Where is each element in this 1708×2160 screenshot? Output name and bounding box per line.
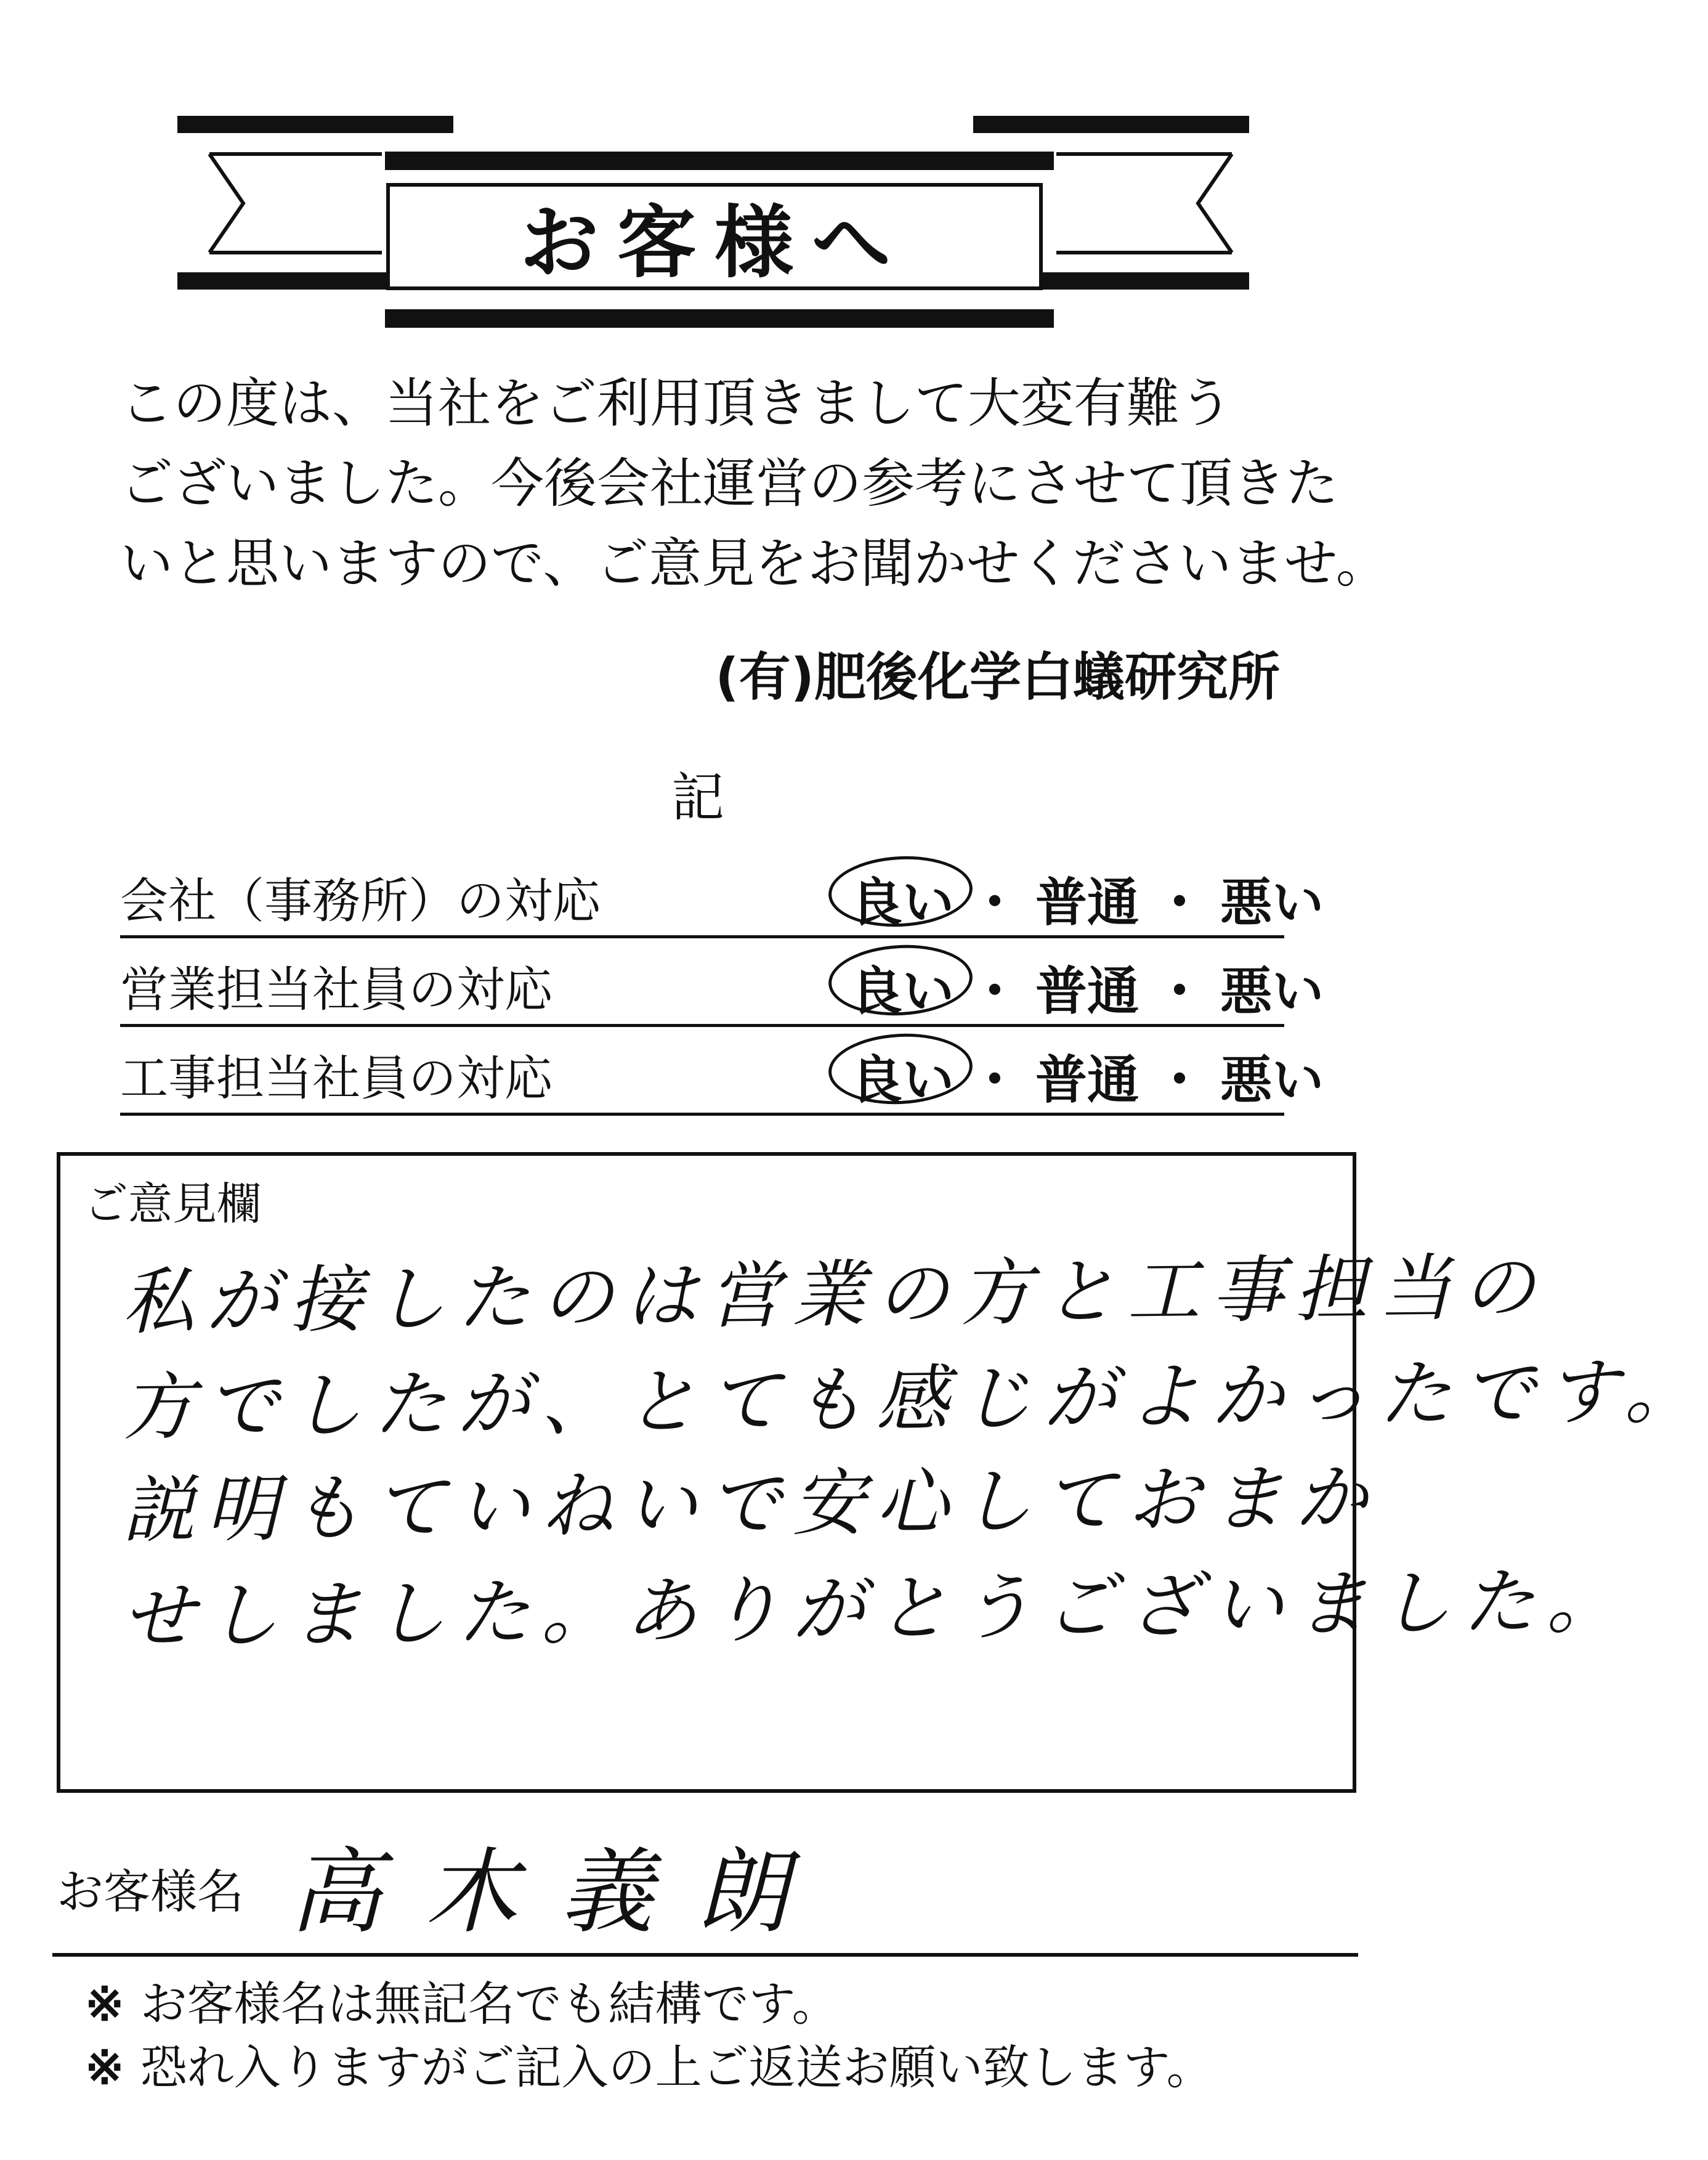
intro-line-2: ございました。今後会社運営の参考にさせて頂きた xyxy=(120,453,1338,514)
rating-row xyxy=(120,1026,1324,1116)
company-name: (有)肥後化学白蟻研究所 xyxy=(715,647,1280,707)
comment-line-1: 私が接したのは営業の方と工事担当の xyxy=(121,1244,1547,1345)
rating-option-average[interactable]: 普通 xyxy=(1035,872,1139,933)
rating-option-bad[interactable]: 悪い xyxy=(1220,1050,1324,1110)
rating-row xyxy=(120,938,1324,1027)
note-text: 恐れ入りますがご記入の上ご返送お願い致します。 xyxy=(140,2040,1213,2095)
rating-label: 会社（事務所）の対応 xyxy=(120,874,601,929)
customer-name-label: お客様名 xyxy=(57,1864,244,1919)
comment-label: ご意見欄 xyxy=(84,1178,262,1230)
rating-option-average[interactable]: 普通 xyxy=(1035,1050,1139,1110)
note-mark-icon: ※ xyxy=(85,2040,124,2095)
comment-line-4: せしました。ありがとうございました。 xyxy=(121,1558,1630,1659)
comment-line-2: 方でしたが、とても感じがよかったです。 xyxy=(121,1348,1708,1450)
rating-option-good[interactable]: 良い xyxy=(847,861,958,936)
customer-name-rule xyxy=(52,1953,1358,1957)
rating-option-average[interactable]: 普通 xyxy=(1035,961,1139,1021)
rating-separator: ・ xyxy=(1154,961,1206,1021)
record-heading: 記 xyxy=(671,767,724,829)
rating-options xyxy=(847,950,1327,1025)
customer-name-value: 高木義朗 xyxy=(289,1839,832,1946)
rating-separator: ・ xyxy=(1154,1050,1206,1110)
rating-option-good[interactable]: 良い xyxy=(847,950,958,1025)
rating-option-bad[interactable]: 悪い xyxy=(1220,961,1324,1021)
comment-box xyxy=(57,1152,1708,1793)
note-text: お客様名は無記名でも結構です。 xyxy=(140,1976,839,2031)
rating-separator: ・ xyxy=(969,1050,1021,1110)
banner-ribbon xyxy=(0,0,1439,345)
note-2 xyxy=(85,2030,1213,2097)
rating-label: 営業担当社員の対応 xyxy=(120,962,553,1018)
rating-separator: ・ xyxy=(969,872,1021,933)
rating-separator: ・ xyxy=(969,961,1021,1021)
comment-line-3: 説明もていねいで安心しておまか xyxy=(121,1455,1379,1553)
rating-options xyxy=(847,861,1327,936)
note-1 xyxy=(85,1967,839,2034)
rating-row xyxy=(120,849,1324,938)
rating-options xyxy=(847,1039,1327,1113)
intro-line-3: いと思いますので、ご意見をお聞かせくださいませ。 xyxy=(120,533,1389,595)
intro-line-1: この度は、当社をご利用頂きまして大変有難う xyxy=(120,373,1232,434)
note-mark-icon: ※ xyxy=(85,1976,124,2031)
banner-title: お客様へ xyxy=(519,197,909,289)
rating-label: 工事担当社員の対応 xyxy=(120,1051,553,1106)
rating-option-bad[interactable]: 悪い xyxy=(1220,872,1324,933)
rating-separator: ・ xyxy=(1154,872,1206,933)
rating-option-good[interactable]: 良い xyxy=(847,1039,958,1113)
